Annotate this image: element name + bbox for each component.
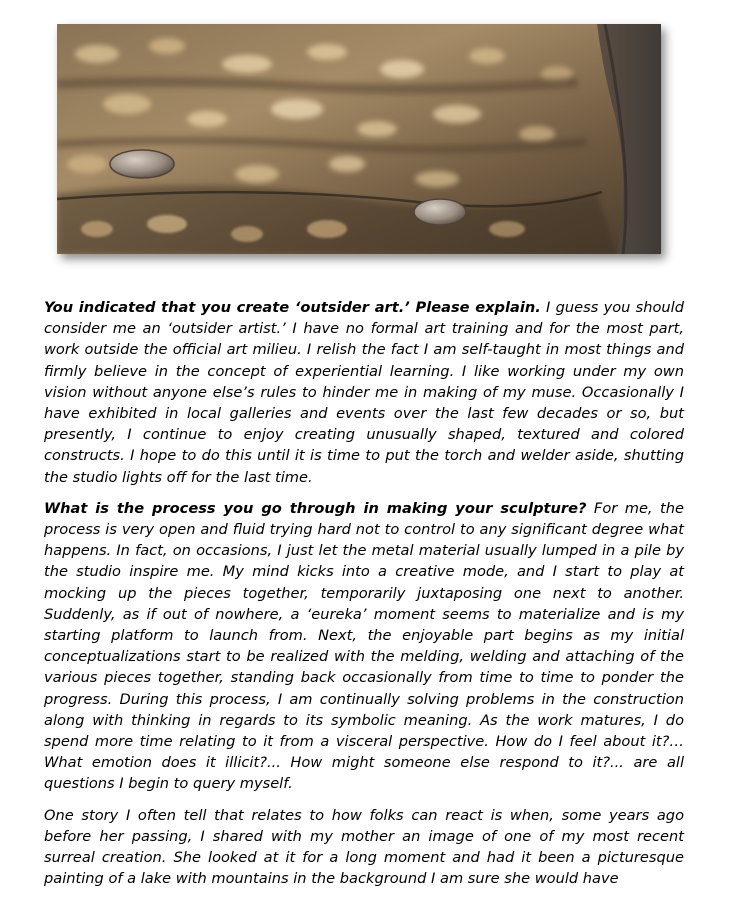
question-outsider-art: You indicated that you create ‘outsider art.’ Please explain.: [44, 299, 541, 316]
answer-process: For me, the process is very open and fluid trying hard not to control to any significant degree what happens. In fact, on occasions, I just let the metal material usually lumped in a pile by the studio inspire me. My mind kicks into a creative mode, and I start to play at mocking up the pieces together, temporarily juxtaposing one next to another. Suddenly, as if out of nowhere, a ‘eureka’ moment seems to materialize and is my starting platform to launch from. Next, the enjoyable part begins as my initial conceptualizations start to be realized with the melding, welding and attaching of the various pieces together, standing back occasionally from time to time to ponder the progress. During this process, I am continually solving problems in the construction along with thinking in regards to its symbolic meaning. As the work matures, I do spend more time relating to it from a visceral perspective. How do I feel about it?… What emotion does it illicit?... How might someone else respond to it?... are all questions I begin to query myself.: [44, 499, 684, 793]
interview-text: [44, 297, 684, 899]
answer-story: One story I often tell that relates to how folks can react is when, some years ago before her passing, I shared with my mother an image of one of my most recent surreal creation. She looked at it for a long moment and had it been a picturesque painting of a lake with mountains in the background I am sure she would have: [44, 806, 684, 888]
question-process: What is the process you go through in making your sculpture?: [44, 499, 587, 517]
answer-outsider-art: I guess you should consider me an ‘outsider artist.’ I have no formal art training and for the most part, work outside the official art milieu. I relish the fact I am self-taught in most things and firmly believe in the concept of experiential learning. I like working under my own vision without anyone else’s rules to hinder me in making of my muse. Occasionally I have exhibited in local galleries and events over the last few decades or so, but presently, I continue to enjoy creating unusually shaped, textured and colored constructs. I hope to do this until it is time to put the torch and welder aside, shutting the studio lights off for the last time.: [44, 299, 684, 486]
paragraph-process: [44, 498, 684, 795]
header-photo: [57, 24, 661, 254]
rusted-metal-rivets-photo: [57, 24, 661, 254]
paragraph-story: [44, 805, 684, 890]
paragraph-outsider-art: [44, 297, 684, 488]
